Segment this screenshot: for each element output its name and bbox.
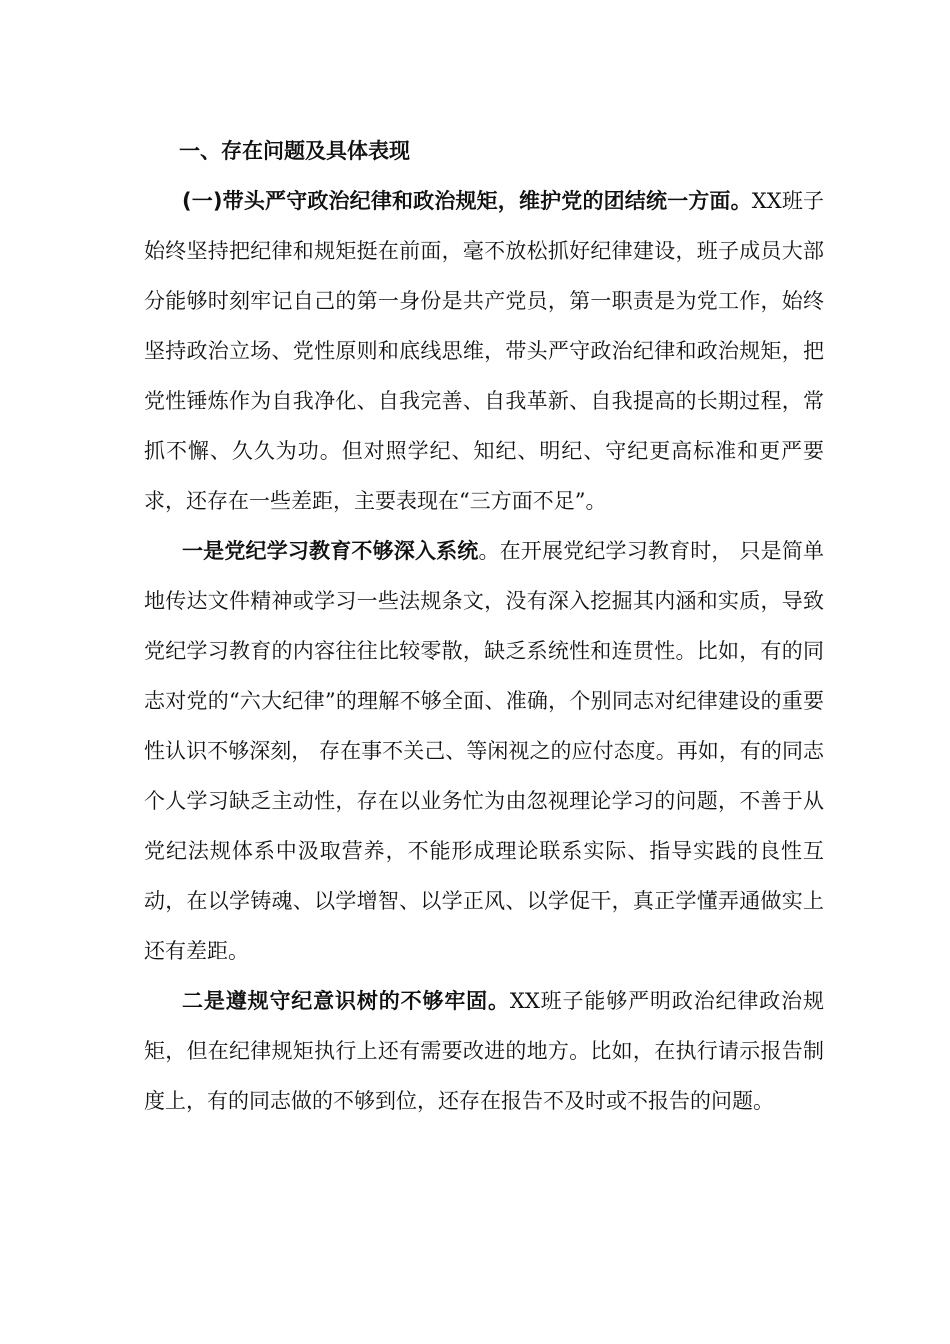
paragraph-rule-awareness	[144, 976, 824, 1126]
paragraph-body: XX班子始终坚持把纪律和规矩挺在前面，毫不放松抓好纪律建设，班子成员大部分能够时刻牢记自己的第一身份是共产党员，第一职责是为党工作，始终坚持政治立场、党性原则和底线思维，带头严守政治纪律和政治规矩，把党性锤炼作为自我净化、自我完善、自我革新、自我提高的长期过程，常抓不懈、久久为功。但对照学纪、知纪、明纪、守纪更高标准和更严要求，还存在一些差距，主要表现在“三方面不足”。	[144, 189, 824, 513]
paragraph-discipline-education	[144, 526, 824, 976]
section-heading: 一、存在问题及具体表现	[179, 139, 410, 163]
paragraph-body: XX班子能够严明政治纪律政治规矩，但在纪律规矩执行上还有需要改进的地方。比如，在执行请示报告制度上，有的同志做的不够到位，还存在报告不及时或不报告的问题。	[144, 989, 824, 1113]
paragraph-body: 。在开展党纪学习教育时， 只是简单地传达文件精神或学习一些法规条文，没有深入挖掘其内涵和实质，导致党纪学习教育的内容往往比较零散，缺乏系统性和连贯性。比如，有的同志对党的“六大纪律”的理解不够全面、准确，个别同志对纪律建设的重要性认识不够深刻， 存在事不关己、等闲视之的应付态度。再如，有的同志个人学习缺乏主动性，存在以业务忙为由忽视理论学习的问题，不善于从党纪法规体系中汲取营养，不能形成理论联系实际、指导实践的良性互动，在以学铸魂、以学增智、以学正风、以学促干，真正学懂弄通做实上还有差距。	[144, 539, 824, 963]
paragraph-lead: (一)带头严守政治纪律和政治规矩，维护党的团结统一方面。	[182, 189, 752, 213]
document-body	[144, 126, 824, 1126]
paragraph-lead: 二是遵规守纪意识树的不够牢固。	[182, 989, 510, 1013]
paragraph-lead: 一是党纪学习教育不够深入系统	[182, 539, 479, 563]
paragraph-political-discipline	[144, 176, 824, 526]
